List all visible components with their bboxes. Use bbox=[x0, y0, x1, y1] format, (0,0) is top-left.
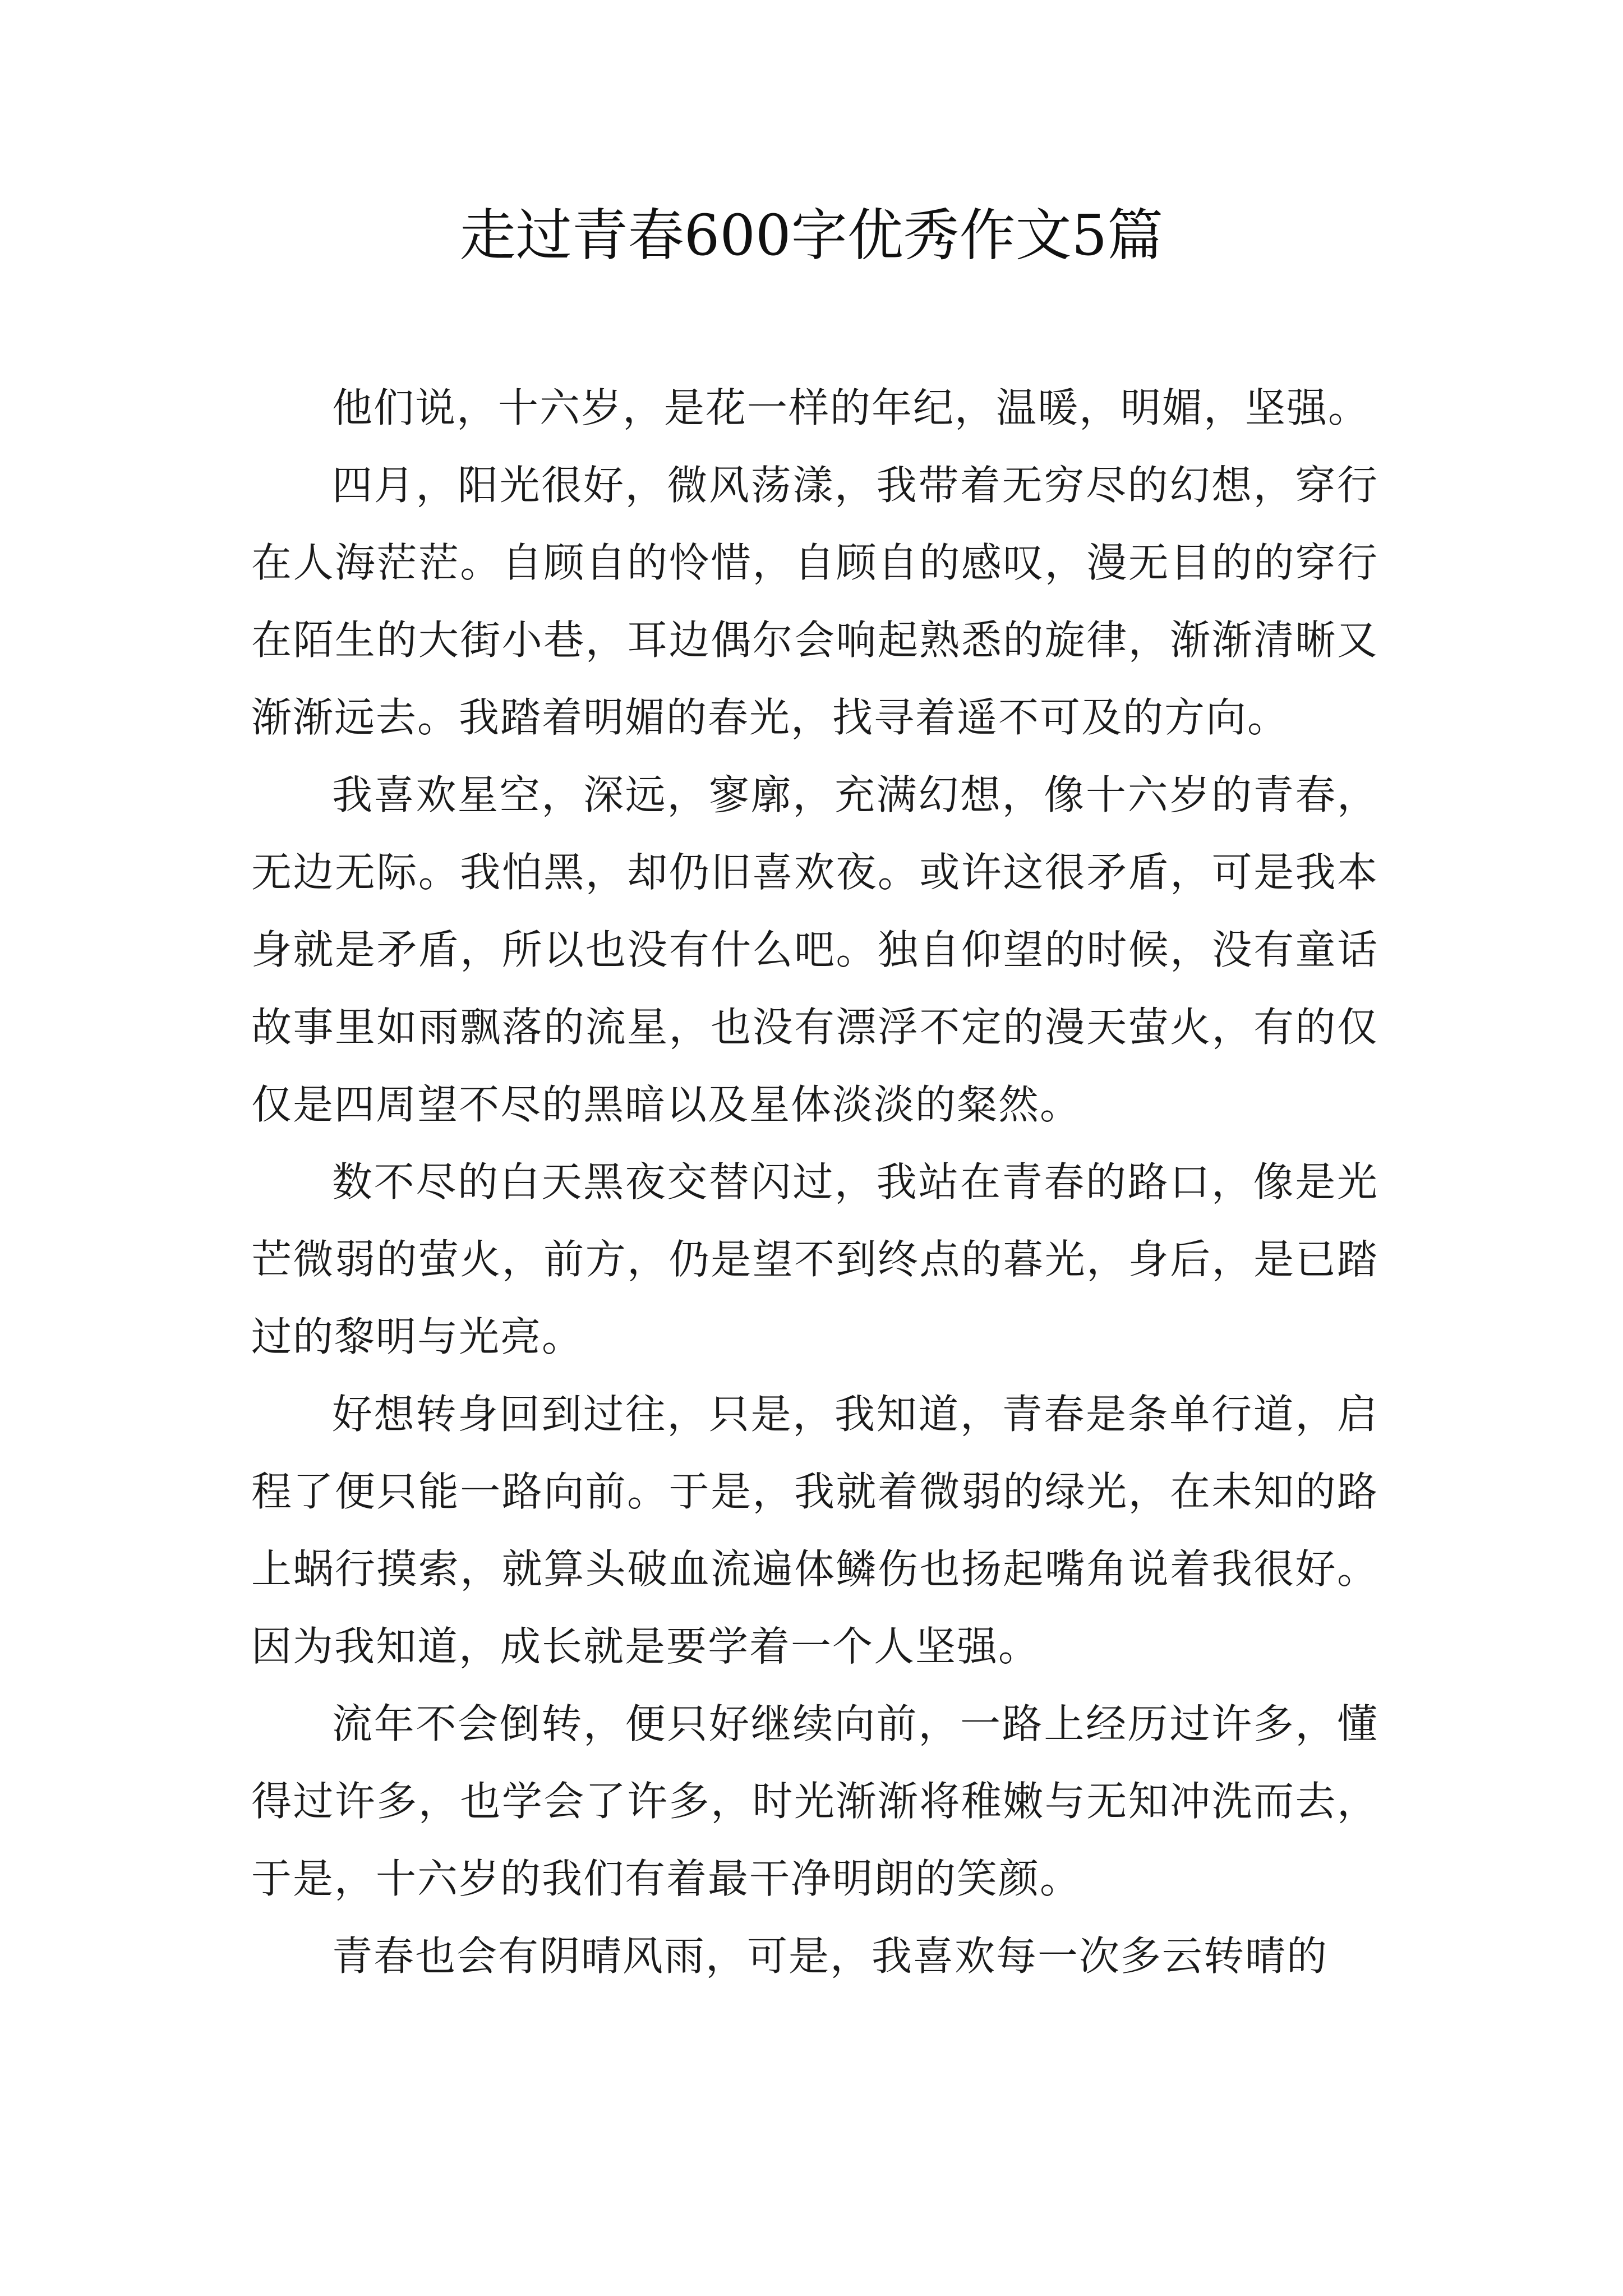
paragraph: 四月，阳光很好，微风荡漾，我带着无穷尽的幻想，穿行在人海茫茫。自顾自的怜惜，自顾自的感叹，漫无目的的穿行在陌生的大街小巷，耳边偶尔会响起熟悉的旋律，渐渐清晰又渐渐远去。我踏着明媚的春光，找寻着遥不可及的方向。 bbox=[251, 462, 1378, 741]
document-body bbox=[251, 369, 1378, 1995]
paragraph: 好想转身回到过往，只是，我知道，青春是条单行道，启程了便只能一路向前。于是，我就着微弱的绿光，在未知的路上蜗行摸索，就算头破血流遍体鳞伤也扬起嘴角说着我很好。因为我知道，成长就是要学着一个人坚强。 bbox=[251, 1391, 1378, 1670]
paragraph: 他们说，十六岁，是花一样的年纪，温暖，明媚，坚强。 bbox=[332, 384, 1370, 431]
document-title: 走过青春600字优秀作文5篇 bbox=[459, 203, 1164, 268]
paragraph: 我喜欢星空，深远，寥廓，充满幻想，像十六岁的青春，无边无际。我怕黑，却仍旧喜欢夜。或许这很矛盾，可是我本身就是矛盾，所以也没有什么吧。独自仰望的时候，没有童话故事里如雨飘落的流星，也没有漂浮不定的漫天萤火，有的仅仅是四周望不尽的黑暗以及星体淡淡的粲然。 bbox=[251, 771, 1378, 1128]
paragraph: 青春也会有阴晴风雨，可是，我喜欢每一次多云转晴的 bbox=[332, 1932, 1329, 1980]
paragraph: 流年不会倒转，便只好继续向前，一路上经历过许多，懂得过许多，也学会了许多，时光渐渐将稚嫩与无知冲洗而去，于是，十六岁的我们有着最干净明朗的笑颜。 bbox=[251, 1700, 1378, 1902]
paragraph: 数不尽的白天黑夜交替闪过，我站在青春的路口，像是光芒微弱的萤火，前方，仍是望不到终点的暮光，身后，是已踏过的黎明与光亮。 bbox=[251, 1158, 1378, 1360]
